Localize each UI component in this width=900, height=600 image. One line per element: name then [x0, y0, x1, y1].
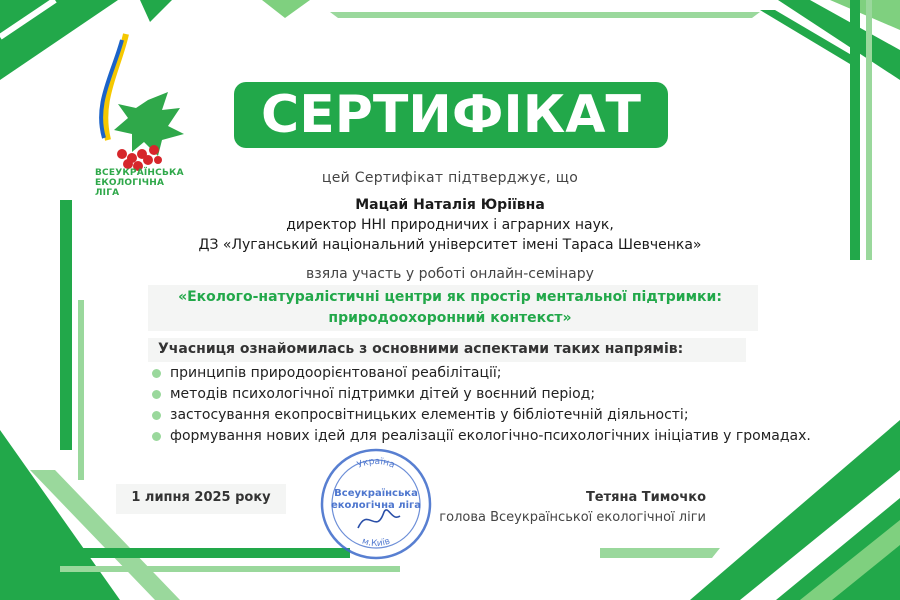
official-stamp — [318, 446, 434, 562]
bullet-dot-icon — [152, 369, 161, 378]
aspect-text: принципів природоорієнтованої реабілітації; — [170, 365, 502, 381]
list-item — [152, 384, 811, 405]
intro-text: цей Сертифікат підтверджує, що — [321, 170, 579, 186]
aspects-title: Учасниця ознайомилась з основними аспектами таких напрямів: — [158, 341, 684, 357]
corner-triangle-bottom-left — [0, 430, 120, 600]
bullet-dot-icon — [152, 390, 161, 399]
stripe-top — [262, 0, 310, 18]
recipient-position-line-2: ДЗ «Луганський національний університет імені Тараса Шевченка» — [198, 237, 702, 253]
stamp-line-1: Всеукраїнська — [334, 488, 418, 499]
stripe-bottom-right-h — [600, 548, 720, 558]
leaf-icon — [114, 92, 184, 156]
stripe-left-vertical-light — [78, 300, 84, 480]
participation-text: взяла участь у роботі онлайн-семінару — [306, 266, 594, 282]
issue-date: 1 липня 2025 року — [131, 490, 271, 505]
svg-text:Україна — [356, 457, 396, 471]
corner-triangle-top-small — [140, 0, 172, 22]
signatory-role: голова Всеукраїнської екологічної ліги — [439, 510, 706, 525]
certificate-title: СЕРТИФІКАТ — [261, 85, 641, 145]
stripe-bottom-left-h-light — [60, 566, 400, 572]
aspect-text: формування нових ідей для реалізації екологічно-психологічних ініціатив у громадах. — [170, 428, 811, 444]
stamp-bottom-text: м.Київ — [360, 536, 392, 550]
stamp-top-text: Україна — [355, 456, 397, 471]
svg-text:м.Київ — [361, 536, 392, 549]
bullet-dot-icon — [152, 432, 161, 441]
signatory-name: Тетяна Тимочко — [585, 490, 706, 505]
recipient-name: Мацай Наталія Юріївна — [355, 197, 545, 213]
logo-line-3: ЛІГА — [95, 188, 120, 198]
stripe-bottom-left-h — [60, 548, 350, 558]
recipient-position-line-1: директор ННІ природничих і аграрних наук, — [286, 217, 614, 233]
signature-icon — [358, 510, 400, 528]
list-item — [152, 405, 811, 426]
aspects-list — [152, 363, 811, 447]
aspect-text: методів психологічної підтримки дітей у воєнний період; — [170, 386, 596, 402]
title-banner — [234, 82, 668, 148]
list-item — [152, 363, 811, 384]
seminar-theme-line-2: природоохоронний контекст» — [328, 310, 572, 326]
seminar-theme-line-1: «Еколого-натуралістичні центри як простір ментальної підтримки: — [178, 289, 722, 305]
logo-line-1: ВСЕУКРАЇНСЬКА — [95, 168, 184, 178]
list-item — [152, 426, 811, 447]
logo-line-2: ЕКОЛОГІЧНА — [95, 178, 165, 188]
stripe-top-long — [330, 12, 760, 18]
stamp-line-2: екологічна ліга — [330, 500, 422, 511]
bullet-dot-icon — [152, 411, 161, 420]
aspect-text: застосування екопросвітницьких елементів у бібліотечній діяльності; — [170, 407, 689, 423]
